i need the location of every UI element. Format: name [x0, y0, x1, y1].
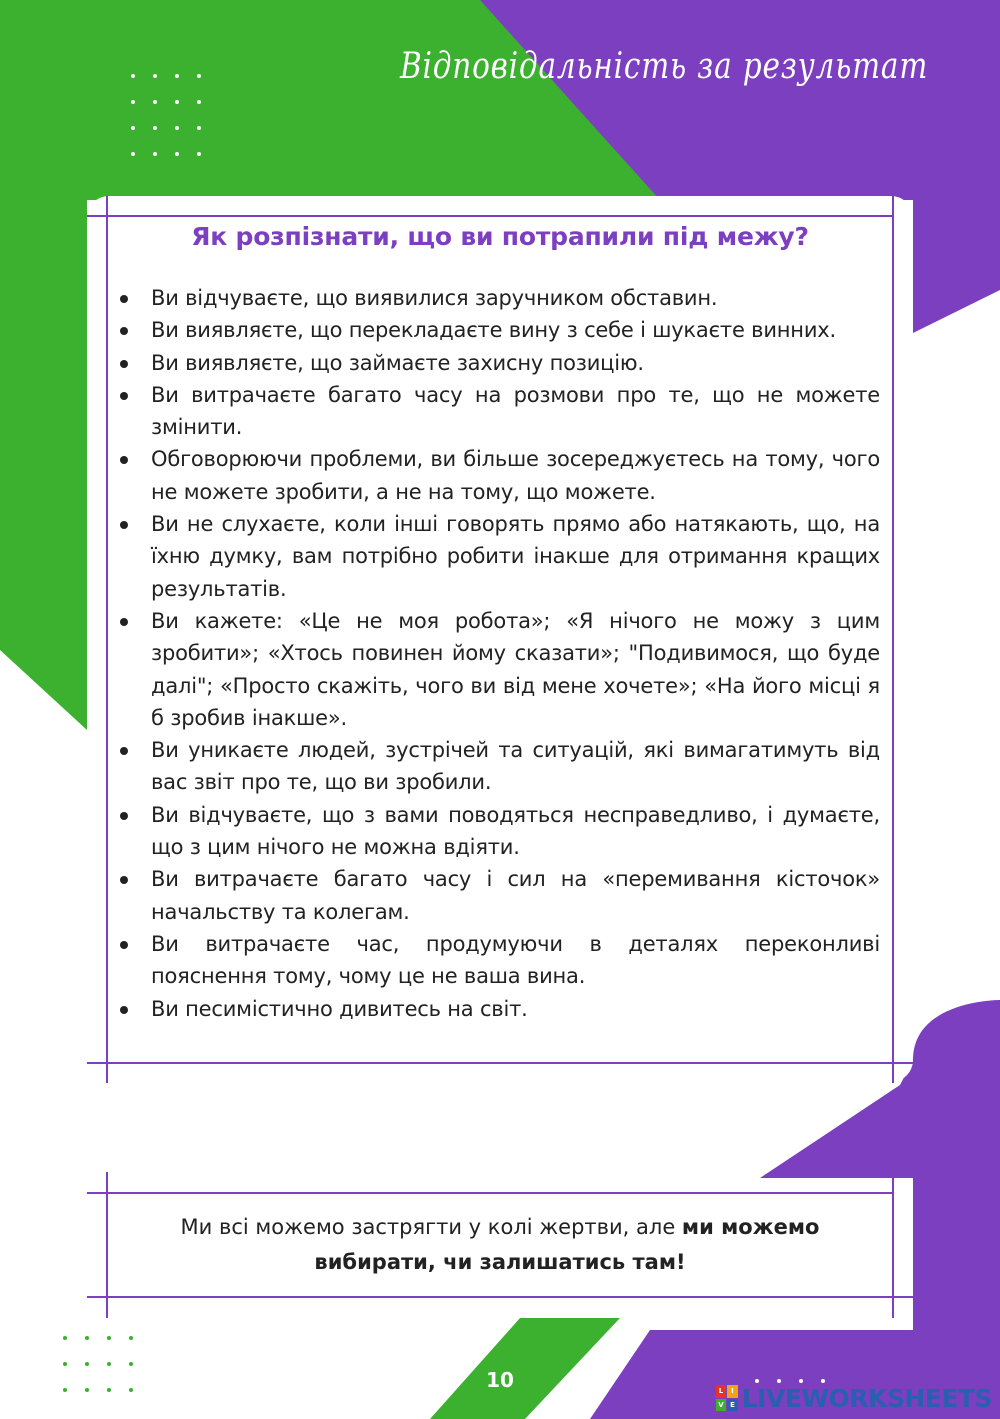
- list-item: Ви виявляєте, що перекладаєте вину з себе і шукаєте винних.: [118, 314, 880, 346]
- dots-decoration-bottom-right: [755, 1379, 825, 1383]
- liveworksheets-logo[interactable]: [716, 1384, 992, 1412]
- list-item: Ви уникаєте людей, зустрічей та ситуацій, які вимагатимуть від вас звіт про те, що ви зробили.: [118, 734, 880, 799]
- frame-line: [892, 196, 894, 1083]
- frame-line: [87, 1296, 913, 1298]
- dots-decoration-top: [131, 74, 201, 156]
- liveworksheets-logo-text: LIVEWORKSHEETS: [741, 1383, 992, 1413]
- frame-line: [106, 196, 108, 1083]
- list-item: Ви не слухаєте, коли інші говорять прямо або натякають, що, на їхню думку, вам потрібно робити інакше для отримання кращих результатів.: [118, 508, 880, 605]
- frame-line: [87, 1192, 893, 1194]
- page-number: 10: [486, 1368, 514, 1392]
- list-item: Ви песимістично дивитесь на світ.: [118, 993, 880, 1025]
- list-item: Ви витрачаєте час, продумуючи в деталях переконливі пояснення тому, чому це не ваша вина.: [118, 928, 880, 993]
- list-item: Обговорюючи проблеми, ви більше зосереджуєтесь на тому, чого не можете зробити, а не на тому, що можете.: [118, 443, 880, 508]
- dots-decoration-bottom: [63, 1336, 133, 1392]
- bullet-list: [118, 282, 880, 1025]
- list-item: Ви витрачаєте багато часу і сил на «перемивання кісточок» начальству та колегам.: [118, 863, 880, 928]
- frame-line: [106, 1172, 108, 1318]
- closing-quote: [120, 1210, 880, 1280]
- list-item: Ви виявляєте, що займаєте захисну позицію.: [118, 347, 880, 379]
- quote-plain: Ми всі можемо застрягти у колі жертви, але: [180, 1215, 682, 1239]
- frame-line: [892, 1178, 894, 1318]
- list-item: Ви відчуваєте, що виявилися заручником обставин.: [118, 282, 880, 314]
- list-item: Ви відчуваєте, що з вами поводяться несправедливо, і думаєте, що з цим нічого не можна вдіяти.: [118, 799, 880, 864]
- frame-line: [87, 215, 893, 217]
- quote-bold: ми можемо вибирати, чи залишатись там!: [314, 1215, 820, 1274]
- list-item: Ви кажете: «Це не моя робота»; «Я нічого не можу з цим зробити»; «Хтось повинен йому сказати»; "Подивимося, що буде далі"; «Просто скажіть, чого ви від мене хочете»; «На його місці я б зробив інакше».: [118, 605, 880, 734]
- frame-line: [87, 1062, 913, 1064]
- liveworksheets-logo-icon: L I V E: [716, 1385, 738, 1411]
- list-item: Ви витрачаєте багато часу на розмови про те, що не можете змінити.: [118, 379, 880, 444]
- header-title: Відповідальність за результат: [399, 46, 928, 87]
- main-heading: Як розпізнати, що ви потрапили під межу?: [191, 222, 809, 251]
